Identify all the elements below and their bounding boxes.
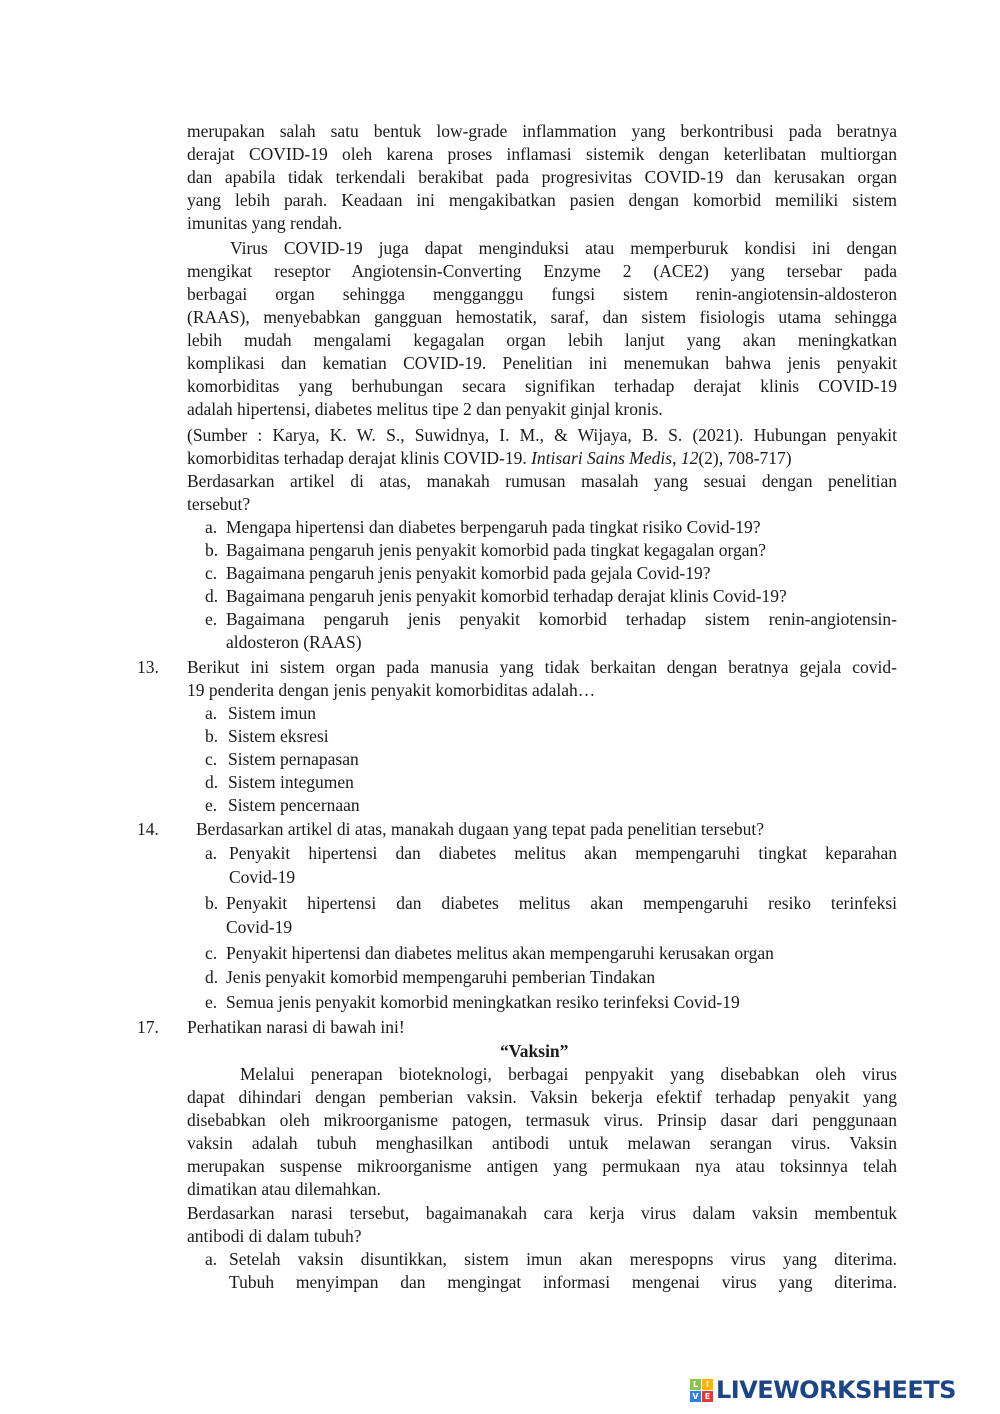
option-text: Covid-19 xyxy=(226,917,293,937)
text-line: Melalui penerapan bioteknologi, berbagai penpyakit yang disebabkan oleh virus xyxy=(240,1064,897,1084)
option-letter: b. xyxy=(205,726,219,746)
option-letter: c. xyxy=(205,749,218,769)
question-number: 17. xyxy=(137,1017,159,1037)
logo-cell: L xyxy=(690,1379,701,1390)
text-line: derajat COVID-19 oleh karena proses inflamasi sistemik dengan keterlibatan multiorgan xyxy=(187,144,897,164)
text-line: disebabkan oleh mikroorganisme patogen, termasuk virus. Prinsip dasar dari penggunaan xyxy=(187,1110,897,1130)
logo-cell: V xyxy=(690,1391,701,1402)
text-line: dimatikan atau dilemahkan. xyxy=(187,1179,381,1199)
journal-name: Intisari Sains Medis xyxy=(531,448,673,468)
question-number: 13. xyxy=(137,657,159,677)
question-stem: Berdasarkan narasi tersebut, bagaimanakah cara kerja virus dalam vaksin membentuk xyxy=(187,1203,897,1223)
text-line: komorbiditas yang berhubungan secara signifikan terhadap derajat klinis COVID-19 xyxy=(187,376,897,396)
option-text: Semua jenis penyakit komorbid meningkatkan resiko terinfeksi Covid-19 xyxy=(226,992,740,1012)
citation-line xyxy=(187,447,792,470)
text-line: yang lebih parah. Keadaan ini mengakibatkan pasien dengan komorbid memiliki sistem xyxy=(187,190,897,210)
option-text: Covid-19 xyxy=(229,867,296,887)
option-text: Setelah vaksin disuntikkan, sistem imun akan merespopns virus yang diterima. xyxy=(229,1249,897,1269)
text-line: mengikat reseptor Angiotensin-Converting Enzyme 2 (ACE2) yang tersebar pada xyxy=(187,261,897,281)
text-line: Virus COVID-19 juga dapat menginduksi atau memperburuk kondisi ini dengan xyxy=(230,238,897,258)
option-letter: b. xyxy=(205,540,219,560)
option-text: Tubuh menyimpan dan mengingat informasi mengenai virus yang diterima. xyxy=(229,1272,897,1292)
option-text: Penyakit hipertensi dan diabetes melitus akan mempengaruhi kerusakan organ xyxy=(226,943,774,963)
option-letter: d. xyxy=(205,967,219,987)
text-line: (RAAS), menyebabkan gangguan hemostatik, saraf, dan sistem fisiologis utama sehingga xyxy=(187,307,897,327)
narrative-title: “Vaksin” xyxy=(500,1041,569,1061)
text-line: komplikasi dan kematian COVID-19. Penelitian ini menemukan bahwa jenis penyakit xyxy=(187,353,897,373)
option-letter: d. xyxy=(205,772,219,792)
option-letter: e. xyxy=(205,609,218,629)
liveworksheets-logo xyxy=(690,1377,956,1403)
option-text: Sistem pernapasan xyxy=(228,749,359,769)
question-stem: antibodi di dalam tubuh? xyxy=(187,1226,362,1246)
option-text: Mengapa hipertensi dan diabetes berpengaruh pada tingkat risiko Covid-19? xyxy=(226,517,761,537)
question-stem: tersebut? xyxy=(187,494,251,514)
option-letter: e. xyxy=(205,992,218,1012)
text-line: vaksin adalah tubuh menghasilkan antibodi untuk melawan serangan virus. Vaksin xyxy=(187,1133,897,1153)
citation-text: komorbiditas terhadap derajat klinis COVID-19. xyxy=(187,448,532,468)
option-letter: c. xyxy=(205,943,218,963)
citation-line: (Sumber : Karya, K. W. S., Suwidnya, I. M., & Wijaya, B. S. (2021). Hubungan penyakit xyxy=(187,425,897,445)
option-text: aldosteron (RAAS) xyxy=(226,632,362,652)
logo-cell: I xyxy=(702,1379,713,1390)
option-text: Bagaimana pengaruh jenis penyakit komorbid terhadap derajat klinis Covid-19? xyxy=(226,586,787,606)
question-stem: 19 penderita dengan jenis penyakit komorbiditas adalah… xyxy=(187,680,596,700)
option-text: Sistem integumen xyxy=(228,772,354,792)
live-grid-icon xyxy=(690,1379,713,1402)
option-text: Bagaimana pengaruh jenis penyakit komorbid pada gejala Covid-19? xyxy=(226,563,711,583)
option-letter: a. xyxy=(205,843,218,863)
option-letter: a. xyxy=(205,703,218,723)
text-line: dan apabila tidak terkendali berakibat pada progresivitas COVID-19 dan kerusakan organ xyxy=(187,167,897,187)
option-text: Sistem pencernaan xyxy=(228,795,360,815)
question-stem: Berdasarkan artikel di atas, manakah rumusan masalah yang sesuai dengan penelitian xyxy=(187,471,897,491)
question-stem: Berikut ini sistem organ pada manusia yang tidak berkaitan dengan beratnya gejala covid- xyxy=(187,657,897,677)
text-line: lebih mudah mengalami kegagalan organ lebih lanjut yang akan meningkatkan xyxy=(187,330,897,350)
logo-cell: E xyxy=(702,1391,713,1402)
option-letter: a. xyxy=(205,517,218,537)
option-letter: e. xyxy=(205,795,218,815)
option-text: Jenis penyakit komorbid mempengaruhi pemberian Tindakan xyxy=(226,967,656,987)
option-letter: c. xyxy=(205,563,218,583)
option-text: Bagaimana pengaruh jenis penyakit komorbid terhadap sistem renin-angiotensin- xyxy=(226,609,897,629)
journal-volume: 12 xyxy=(680,448,699,468)
text-line: dapat dihindari dengan pemberian vaksin. Vaksin bekerja efektif terhadap penyakit yang xyxy=(187,1087,897,1107)
citation-text: (2), 708-717) xyxy=(698,448,792,468)
question-stem: Berdasarkan artikel di atas, manakah dugaan yang tepat pada penelitian tersebut? xyxy=(196,819,765,839)
option-text: Bagaimana pengaruh jenis penyakit komorbid pada tingkat kegagalan organ? xyxy=(226,540,767,560)
option-text: Penyakit hipertensi dan diabetes melitus akan mempengaruhi resiko terinfeksi xyxy=(226,893,897,913)
text-line: imunitas yang rendah. xyxy=(187,213,343,233)
question-number: 14. xyxy=(137,819,159,839)
text-line: adalah hipertensi, diabetes melitus tipe 2 dan penyakit ginjal kronis. xyxy=(187,399,663,419)
option-letter: d. xyxy=(205,586,219,606)
option-text: Penyakit hipertensi dan diabetes melitus akan mempengaruhi tingkat keparahan xyxy=(229,843,897,863)
option-text: Sistem eksresi xyxy=(228,726,329,746)
text-line: merupakan salah satu bentuk low-grade inflammation yang berkontribusi pada beratnya xyxy=(187,121,897,141)
text-line: berbagai organ sehingga mengganggu fungsi sistem renin-angiotensin-aldosteron xyxy=(187,284,897,304)
citation-sep: , xyxy=(672,448,681,468)
logo-text: LIVEWORKSHEETS xyxy=(716,1376,956,1404)
question-intro: Perhatikan narasi di bawah ini! xyxy=(187,1017,405,1037)
option-text: Sistem imun xyxy=(228,703,316,723)
option-letter: a. xyxy=(205,1249,218,1269)
option-letter: b. xyxy=(205,893,219,913)
text-line: merupakan suspense mikroorganisme antigen yang permukaan nya atau toksinnya telah xyxy=(187,1156,897,1176)
